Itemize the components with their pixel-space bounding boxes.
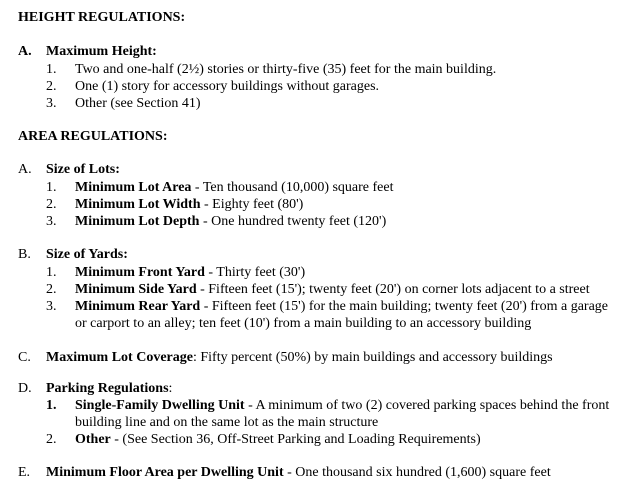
area-e-letter: E. <box>18 465 31 480</box>
yards-item-1-label: Minimum Front Yard <box>75 265 205 280</box>
area-c-title: Maximum Lot Coverage <box>46 350 193 365</box>
lots-item-2-label: Minimum Lot Width <box>75 197 201 212</box>
height-a-item-1-text: Two and one-half (2½) stories or thirty-five (35) feet for the main building. <box>75 62 497 77</box>
area-regulations-heading: AREA REGULATIONS: <box>18 129 168 144</box>
area-b-letter: B. <box>18 247 31 262</box>
area-d-title-suffix: : <box>168 381 173 396</box>
parking-item-1-continuation: building line and on the same lot as the main structure <box>75 415 379 430</box>
parking-item-1-text: - A minimum of two (2) covered parking spaces behind the front <box>244 398 610 413</box>
yards-item-2-label: Minimum Side Yard <box>75 282 197 297</box>
area-a-letter: A. <box>18 162 32 177</box>
yards-item-3-text: - Fifteen feet (15') for the main building; twenty feet (20') from a garage <box>200 299 609 314</box>
yards-item-1-num: 1. <box>46 265 57 280</box>
parking-item-1-num: 1. <box>46 398 57 413</box>
height-a-item-2-num: 2. <box>46 79 57 94</box>
height-regulations-heading: HEIGHT REGULATIONS: <box>18 10 186 25</box>
height-a-letter: A. <box>18 44 32 59</box>
height-a-item-3-num: 3. <box>46 96 57 111</box>
lots-item-2-num: 2. <box>46 197 57 212</box>
height-a-item-2-text: One (1) story for accessory buildings without garages. <box>75 79 380 94</box>
yards-item-3-label: Minimum Rear Yard <box>75 299 201 314</box>
parking-item-2 <box>75 431 481 449</box>
area-d-title: Parking Regulations <box>46 381 169 396</box>
area-c <box>46 349 553 367</box>
lots-item-3 <box>75 213 386 231</box>
parking-item-2-text: - (See Section 36, Off-Street Parking and Loading Requirements) <box>110 432 481 447</box>
area-c-text: : Fifty percent (50%) by main buildings and accessory buildings <box>192 350 553 365</box>
parking-item-2-num: 2. <box>46 432 57 447</box>
area-d-letter: D. <box>18 381 32 396</box>
height-a-title: Maximum Height: <box>46 44 157 59</box>
lots-item-1 <box>75 179 394 197</box>
yards-item-3-num: 3. <box>46 299 57 314</box>
lots-item-3-label: Minimum Lot Depth <box>75 214 200 229</box>
yards-item-2-num: 2. <box>46 282 57 297</box>
lots-item-2 <box>75 196 303 214</box>
lots-item-3-text: - One hundred twenty feet (120') <box>199 214 387 229</box>
parking-item-1-label: Single-Family Dwelling Unit <box>75 398 245 413</box>
area-e <box>46 464 551 482</box>
yards-item-2 <box>75 281 590 299</box>
area-e-text: - One thousand six hundred (1,600) square feet <box>283 465 551 480</box>
area-d-title-line <box>46 380 172 398</box>
lots-item-2-text: - Eighty feet (80') <box>200 197 304 212</box>
yards-item-3 <box>75 298 608 316</box>
yards-item-3-continuation: or carport to an alley; ten feet (10') from a main building to an accessory building <box>75 316 532 331</box>
area-c-letter: C. <box>18 350 31 365</box>
yards-item-2-text: - Fifteen feet (15'); twenty feet (20') on corner lots adjacent to a street <box>196 282 590 297</box>
height-a-item-1-num: 1. <box>46 62 57 77</box>
lots-item-1-text: - Ten thousand (10,000) square feet <box>191 180 394 195</box>
area-a-title: Size of Lots: <box>46 162 120 177</box>
height-a-item-3-text: Other (see Section 41) <box>75 96 201 111</box>
area-e-title: Minimum Floor Area per Dwelling Unit <box>46 465 284 480</box>
lots-item-1-num: 1. <box>46 180 57 195</box>
area-b-title: Size of Yards: <box>46 247 128 262</box>
lots-item-3-num: 3. <box>46 214 57 229</box>
parking-item-1 <box>75 397 609 415</box>
parking-item-2-label: Other <box>75 432 111 447</box>
lots-item-1-label: Minimum Lot Area <box>75 180 192 195</box>
yards-item-1-text: - Thirty feet (30') <box>204 265 306 280</box>
yards-item-1 <box>75 264 305 282</box>
